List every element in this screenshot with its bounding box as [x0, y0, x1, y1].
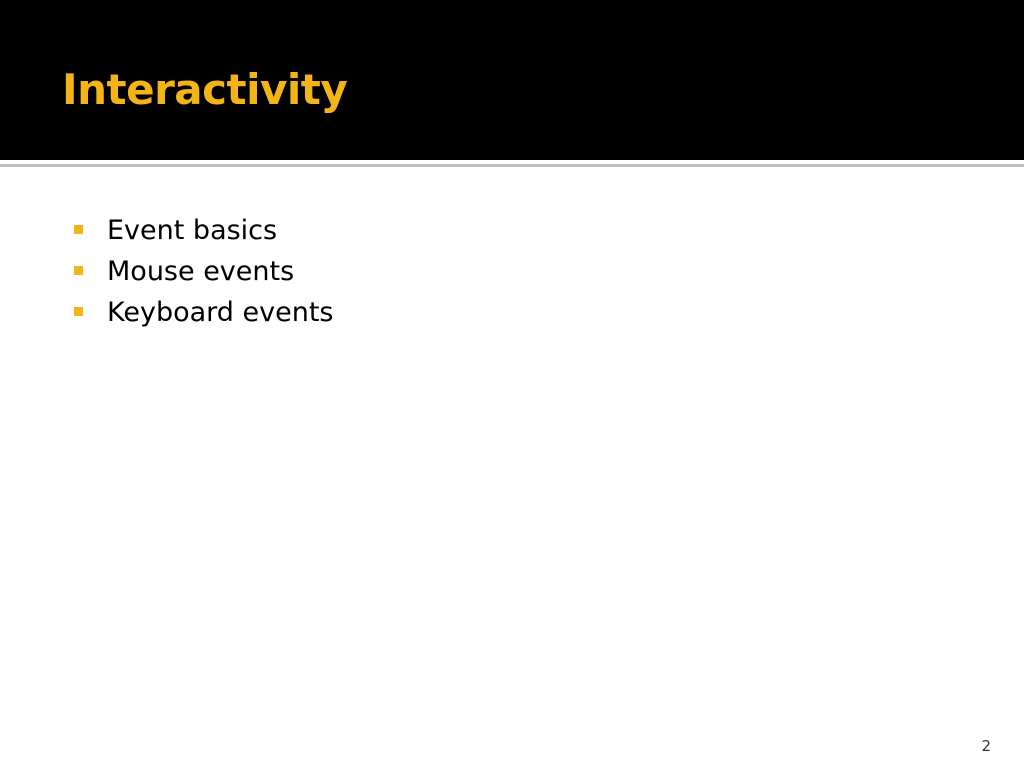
bullet-item-event-basics: [74, 210, 333, 251]
bullet-text: Mouse events: [107, 256, 295, 287]
bullet-item-mouse-events: [74, 251, 333, 292]
title-separator-line: [0, 164, 1024, 167]
bullet-text: Keyboard events: [107, 297, 334, 328]
title-band: [0, 0, 1024, 160]
bullet-text: Event basics: [107, 215, 278, 246]
square-bullet-icon: [74, 266, 83, 275]
square-bullet-icon: [74, 225, 83, 234]
page-number: 2: [981, 737, 991, 755]
bullet-item-keyboard-events: [74, 292, 333, 333]
bullet-list: [74, 210, 333, 333]
slide-title: Interactivity: [62, 65, 348, 114]
square-bullet-icon: [74, 307, 83, 316]
